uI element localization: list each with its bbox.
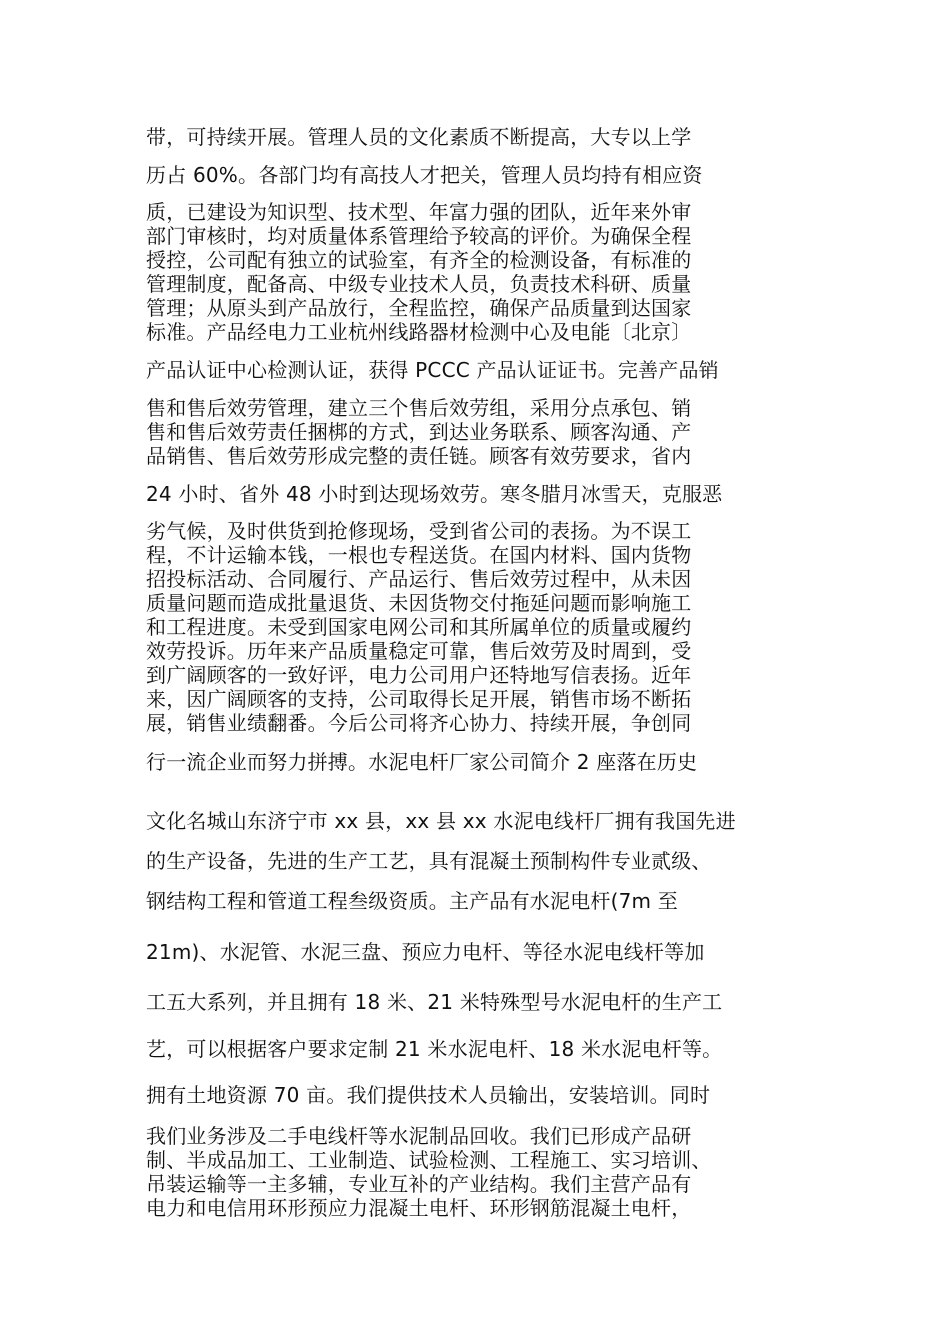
text-line: 授控，公司配有独立的试验室，有齐全的检测设备，有标准的: [146, 248, 692, 272]
text-line: 来，因广阔顾客的支持，公司取得长足开展，销售市场不断拓: [146, 687, 692, 711]
text-line: 历占 60%。各部门均有高技人才把关，管理人员均持有相应资: [146, 163, 703, 187]
text-line: 工五大系列，并且拥有 18 米、21 米特殊型号水泥电杆的生产工: [146, 990, 723, 1014]
text-line: 管理；从原头到产品放行，全程监控，确保产品质量到达国家: [146, 296, 692, 320]
text-line: 标准。产品经电力工业杭州线路器材检测中心及电能〔北京〕: [146, 320, 692, 344]
text-line: 钢结构工程和管道工程叁级资质。主产品有水泥电杆(7m 至: [146, 889, 678, 913]
text-line: 24 小时、省外 48 小时到达现场效劳。寒冬腊月冰雪天，克服恶: [146, 482, 723, 506]
text-line: 吊装运输等一主多辅，专业互补的产业结构。我们主营产品有: [146, 1172, 692, 1196]
text-line: 展，销售业绩翻番。今后公司将齐心协力、持续开展，争创同: [146, 711, 692, 735]
text-line: 效劳投诉。历年来产品质量稳定可靠，售后效劳及时周到，受: [146, 639, 692, 663]
text-line: 售和售后效劳责任捆梆的方式，到达业务联系、顾客沟通、产: [146, 420, 692, 444]
text-line: 我们业务涉及二手电线杆等水泥制品回收。我们已形成产品研: [146, 1124, 692, 1148]
text-line: 21m)、水泥管、水泥三盘、预应力电杆、等径水泥电线杆等加: [146, 940, 705, 964]
text-line: 的生产设备，先进的生产工艺，具有混凝土预制构件专业贰级、: [146, 849, 712, 873]
text-line: 电力和电信用环形预应力混凝土电杆、环形钢筋混凝土电杆，: [146, 1196, 692, 1220]
text-line: 文化名城山东济宁市 xx 县，xx 县 xx 水泥电线杆厂拥有我国先进: [146, 809, 736, 833]
text-line: 到广阔顾客的一致好评，电力公司用户还特地写信表扬。近年: [146, 663, 692, 687]
text-line: 拥有土地资源 70 亩。我们提供技术人员输出，安装培训。同时: [146, 1083, 711, 1107]
text-line: 和工程进度。未受到国家电网公司和其所属单位的质量或履约: [146, 615, 692, 639]
text-line: 制、半成品加工、工业制造、试验检测、工程施工、实习培训、: [146, 1148, 712, 1172]
text-line: 行一流企业而努力拼搏。水泥电杆厂家公司简介 2 座落在历史: [146, 750, 698, 774]
text-line: 部门审核时，均对质量体系管理给予较高的评价。为确保全程: [146, 224, 692, 248]
text-line: 质量问题而造成批量退货、未因货物交付拖延问题而影响施工: [146, 591, 692, 615]
text-line: 产品认证中心检测认证，获得 PCCC 产品认证证书。完善产品销: [146, 358, 719, 382]
text-line: 招投标活动、合同履行、产品运行、售后效劳过程中，从未因: [146, 567, 692, 591]
text-line: 售和售后效劳管理，建立三个售后效劳组，采用分点承包、销: [146, 396, 692, 420]
text-line: 质，已建设为知识型、技术型、年富力强的团队，近年来外审: [146, 200, 692, 224]
text-line: 劣气候，及时供货到抢修现场，受到省公司的表扬。为不误工: [146, 519, 692, 543]
text-line: 管理制度，配备高、中级专业技术人员，负责技术科研、质量: [146, 272, 692, 296]
text-line: 品销售、售后效劳形成完整的责任链。顾客有效劳要求，省内: [146, 444, 692, 468]
text-line: 艺，可以根据客户要求定制 21 米水泥电杆、18 米水泥电杆等。: [146, 1037, 723, 1061]
text-line: 程，不计运输本钱，一根也专程送货。在国内材料、国内货物: [146, 543, 692, 567]
text-line: 带，可持续开展。管理人员的文化素质不断提高，大专以上学: [146, 125, 692, 149]
